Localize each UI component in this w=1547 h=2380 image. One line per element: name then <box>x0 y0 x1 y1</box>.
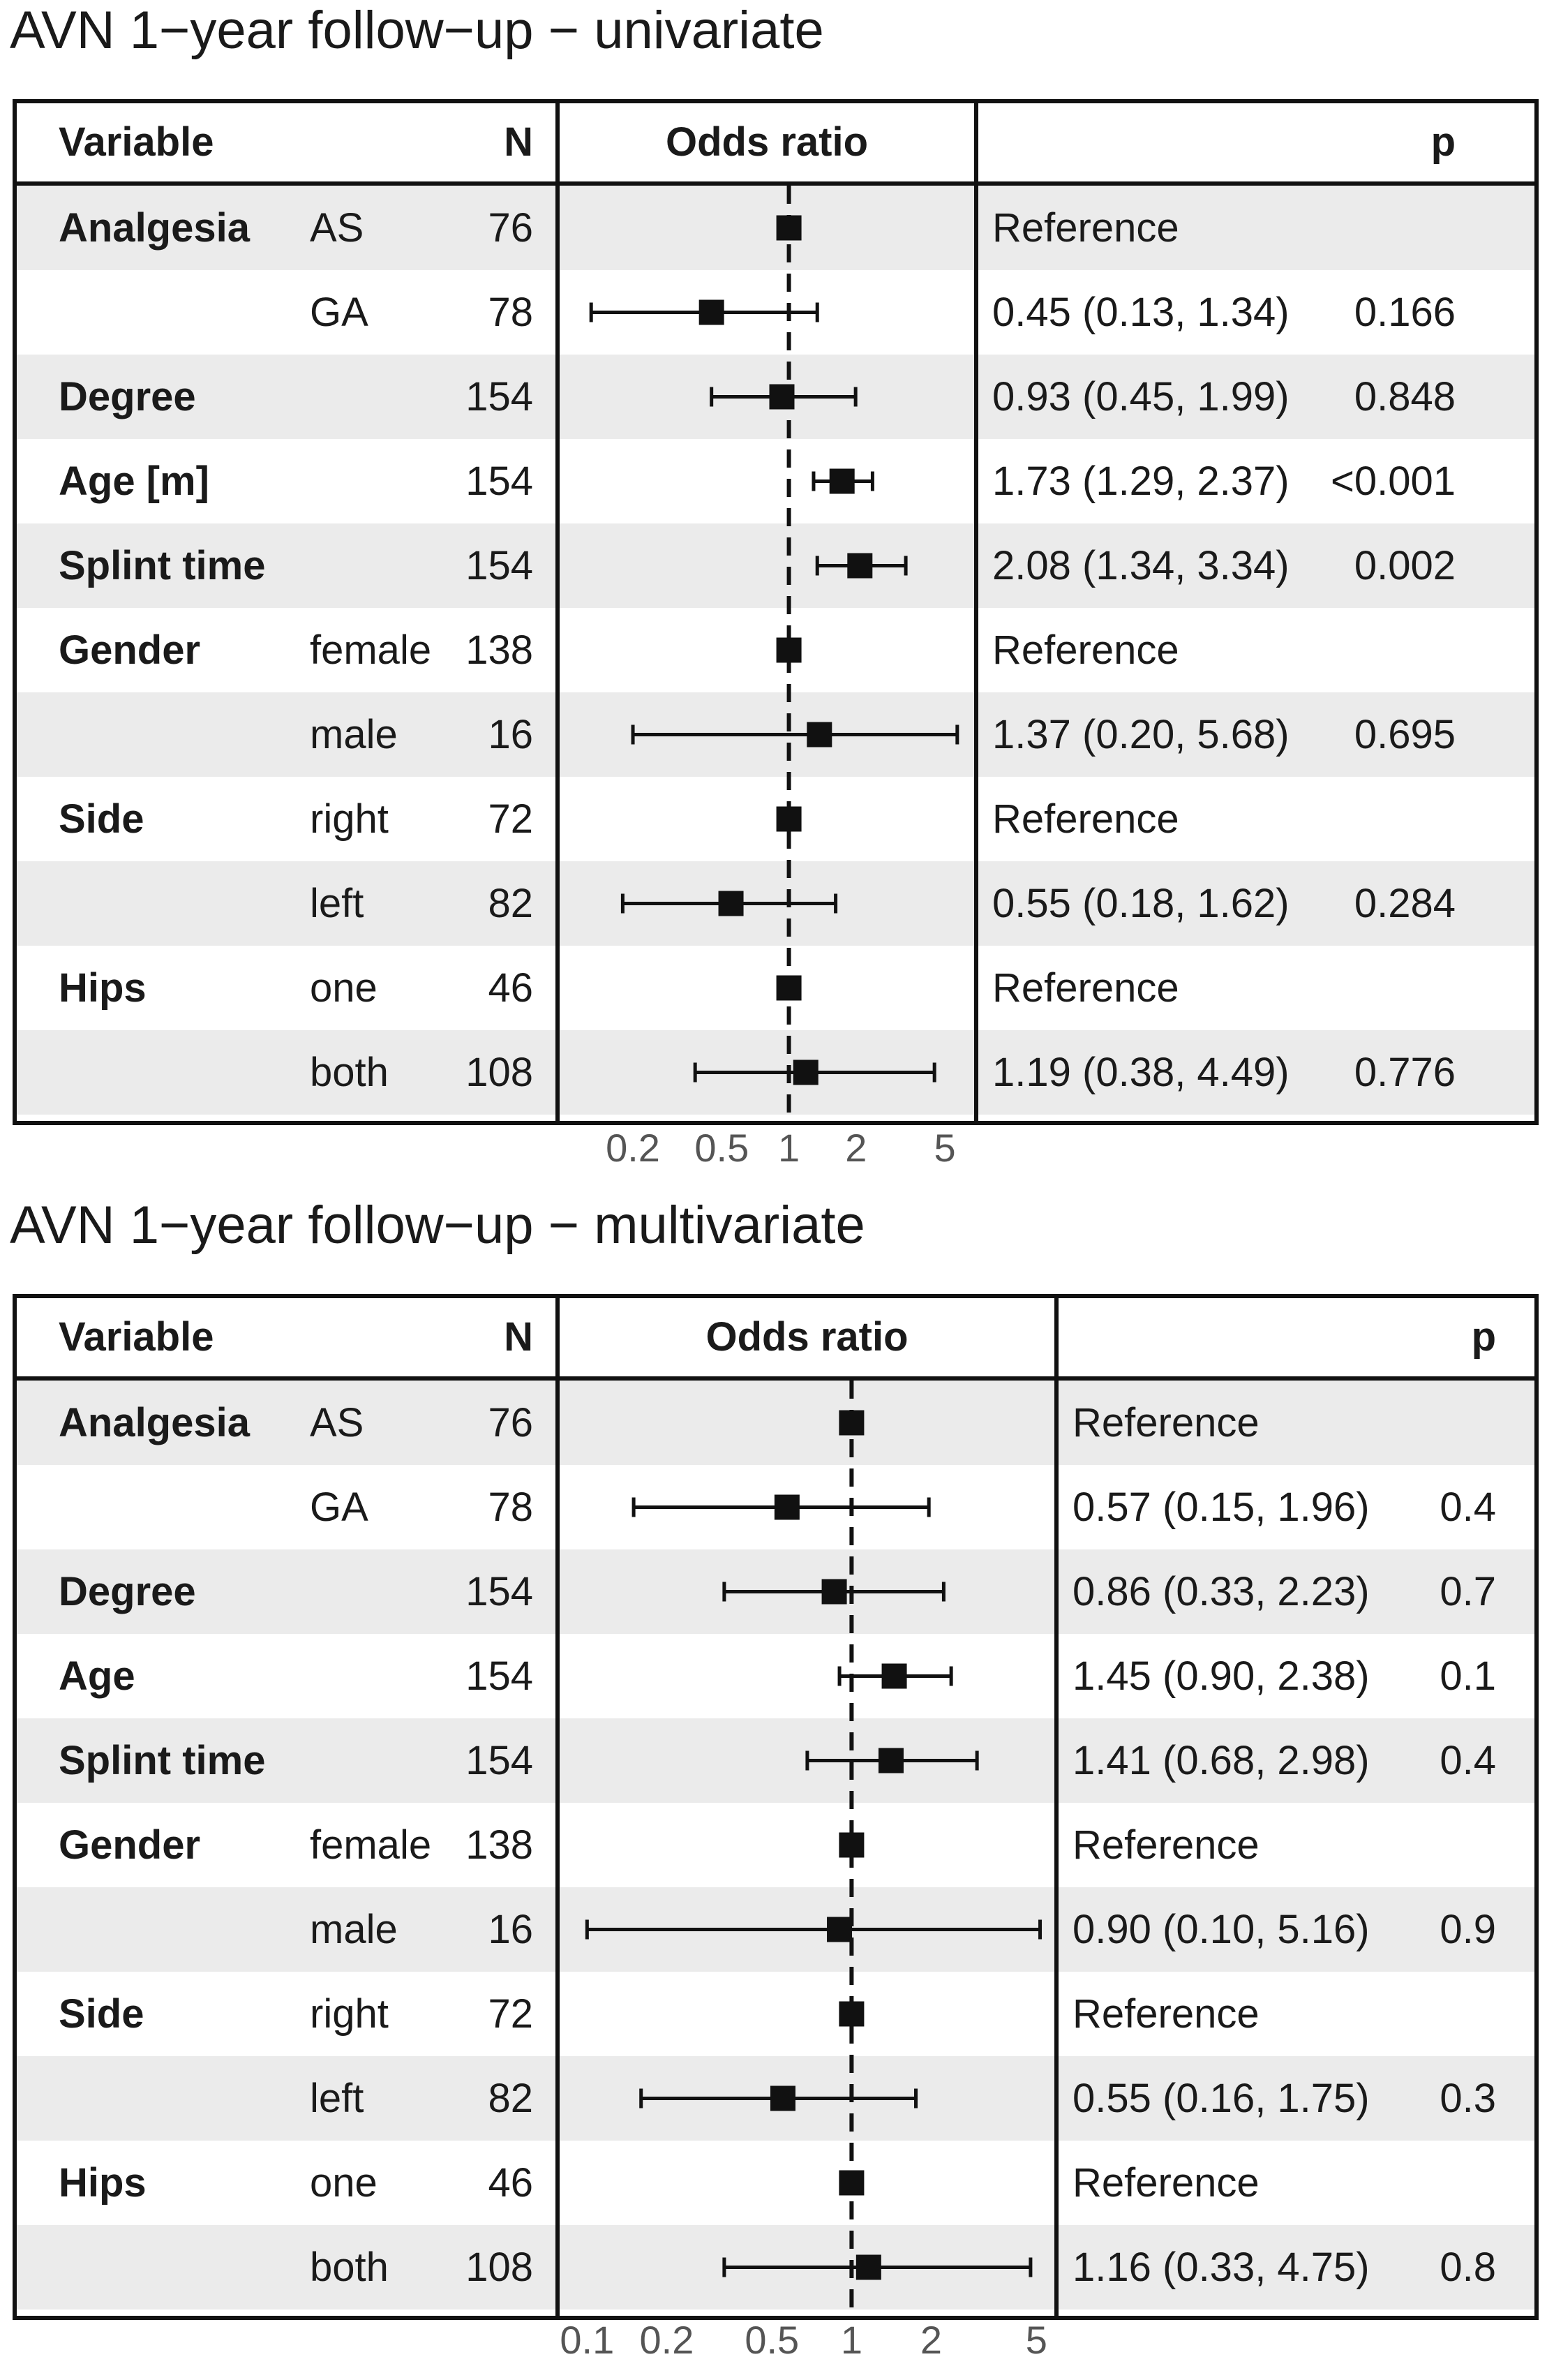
column-separator <box>1054 1298 1059 2316</box>
row-n: 154 <box>465 459 533 504</box>
row-variable: Analgesia <box>59 205 250 251</box>
point-estimate <box>856 2255 881 2280</box>
header-variable: Variable <box>59 1314 214 1360</box>
x-tick-label: 0.2 <box>639 2318 694 2362</box>
row-estimate: 0.55 (0.16, 1.75) <box>1073 2076 1370 2121</box>
row-estimate: Reference <box>992 205 1179 251</box>
point-estimate <box>839 1411 864 1436</box>
row-estimate: 0.93 (0.45, 1.99) <box>992 374 1290 419</box>
row-level: both <box>310 1050 389 1095</box>
x-tick-label: 0.5 <box>694 1126 749 1170</box>
row-p-value: 0.695 <box>1354 712 1456 757</box>
point-estimate <box>699 300 724 325</box>
row-p-value: 0.002 <box>1354 543 1456 588</box>
point-estimate <box>770 2086 795 2111</box>
point-estimate <box>882 1664 907 1689</box>
point-estimate <box>807 722 832 748</box>
row-p-value: 0.166 <box>1354 290 1456 335</box>
row-level: right <box>310 1991 389 2037</box>
point-estimate <box>719 891 744 916</box>
odds-ratio-plot <box>17 103 1534 1121</box>
row-p-value: 0.1 <box>1440 1653 1496 1699</box>
row-n: 82 <box>488 881 533 926</box>
row-estimate: Reference <box>992 627 1179 673</box>
row-n: 72 <box>488 796 533 842</box>
row-estimate: Reference <box>1073 1991 1260 2037</box>
row-n: 154 <box>465 1569 533 1614</box>
row-estimate: Reference <box>1073 1400 1260 1445</box>
point-estimate <box>769 385 794 410</box>
row-estimate: 1.41 (0.68, 2.98) <box>1073 1738 1370 1783</box>
row-level: AS <box>310 205 364 251</box>
row-n: 16 <box>488 712 533 757</box>
row-level: both <box>310 2245 389 2290</box>
row-p-value: 0.3 <box>1440 2076 1496 2121</box>
row-estimate: 1.16 (0.33, 4.75) <box>1073 2245 1370 2290</box>
x-tick-label: 1 <box>778 1126 800 1170</box>
row-n: 46 <box>488 2160 533 2206</box>
row-n: 78 <box>488 1485 533 1530</box>
header-variable: Variable <box>59 119 214 165</box>
point-estimate <box>847 553 872 579</box>
row-estimate: Reference <box>1073 2160 1260 2206</box>
row-estimate: 0.55 (0.18, 1.62) <box>992 881 1290 926</box>
row-n: 154 <box>465 543 533 588</box>
row-p-value: <0.001 <box>1330 459 1456 504</box>
row-variable: Age <box>59 1653 135 1699</box>
x-tick-label: 5 <box>934 1126 956 1170</box>
row-level: male <box>310 712 398 757</box>
header-odds-ratio: Odds ratio <box>705 1314 909 1360</box>
row-variable: Side <box>59 1991 144 2037</box>
header-odds-ratio: Odds ratio <box>665 119 869 165</box>
point-estimate <box>777 638 802 663</box>
row-n: 108 <box>465 1050 533 1095</box>
header-p: p <box>1471 1314 1496 1360</box>
odds-ratio-plot <box>17 1298 1534 2316</box>
row-estimate: 1.19 (0.38, 4.49) <box>992 1050 1290 1095</box>
point-estimate <box>839 2002 864 2027</box>
header-n: N <box>504 1314 533 1360</box>
row-variable: Age [m] <box>59 459 209 504</box>
header-p: p <box>1430 119 1456 165</box>
forest-table-panel <box>13 99 1539 1125</box>
x-tick-label: 0.1 <box>560 2318 615 2362</box>
point-estimate <box>777 216 802 241</box>
row-n: 76 <box>488 1400 533 1445</box>
row-p-value: 0.9 <box>1440 1907 1496 1952</box>
x-tick-label: 5 <box>1025 2318 1047 2362</box>
row-level: male <box>310 1907 398 1952</box>
row-variable: Splint time <box>59 1738 266 1783</box>
point-estimate <box>879 1748 904 1773</box>
point-estimate <box>827 1917 852 1942</box>
row-estimate: 1.45 (0.90, 2.38) <box>1073 1653 1370 1699</box>
x-tick-label: 2 <box>845 1126 867 1170</box>
row-estimate: 1.37 (0.20, 5.68) <box>992 712 1290 757</box>
row-n: 76 <box>488 205 533 251</box>
row-estimate: 2.08 (1.34, 3.34) <box>992 543 1290 588</box>
row-variable: Hips <box>59 2160 147 2206</box>
row-p-value: 0.848 <box>1354 374 1456 419</box>
row-level: GA <box>310 290 368 335</box>
row-p-value: 0.4 <box>1440 1738 1496 1783</box>
header-n: N <box>504 119 533 165</box>
row-variable: Analgesia <box>59 1400 250 1445</box>
row-n: 154 <box>465 1738 533 1783</box>
column-separator <box>555 1298 560 2316</box>
row-p-value: 0.284 <box>1354 881 1456 926</box>
point-estimate <box>830 469 855 494</box>
row-n: 78 <box>488 290 533 335</box>
row-variable: Side <box>59 796 144 842</box>
row-n: 46 <box>488 965 533 1011</box>
point-estimate <box>777 807 802 832</box>
row-n: 138 <box>465 1822 533 1868</box>
row-level: left <box>310 2076 364 2121</box>
forest-table-panel <box>13 1294 1539 2320</box>
row-level: GA <box>310 1485 368 1530</box>
row-estimate: 0.86 (0.33, 2.23) <box>1073 1569 1370 1614</box>
row-n: 138 <box>465 627 533 673</box>
row-p-value: 0.7 <box>1440 1569 1496 1614</box>
point-estimate <box>775 1495 800 1520</box>
row-estimate: 0.90 (0.10, 5.16) <box>1073 1907 1370 1952</box>
chart-title: AVN 1−year follow−up − univariate <box>10 1 824 60</box>
row-estimate: Reference <box>1073 1822 1260 1868</box>
row-variable: Degree <box>59 1569 196 1614</box>
row-estimate: 0.45 (0.13, 1.34) <box>992 290 1290 335</box>
point-estimate <box>822 1579 847 1605</box>
row-variable: Hips <box>59 965 147 1011</box>
row-n: 82 <box>488 2076 533 2121</box>
row-variable: Degree <box>59 374 196 419</box>
point-estimate <box>793 1060 819 1085</box>
row-p-value: 0.776 <box>1354 1050 1456 1095</box>
row-level: female <box>310 1822 432 1868</box>
row-estimate: 1.73 (1.29, 2.37) <box>992 459 1290 504</box>
row-p-value: 0.4 <box>1440 1485 1496 1530</box>
x-tick-label: 0.2 <box>606 1126 660 1170</box>
row-n: 154 <box>465 1653 533 1699</box>
row-p-value: 0.8 <box>1440 2245 1496 2290</box>
row-estimate: 0.57 (0.15, 1.96) <box>1073 1485 1370 1530</box>
row-level: left <box>310 881 364 926</box>
row-variable: Splint time <box>59 543 266 588</box>
row-level: AS <box>310 1400 364 1445</box>
row-n: 108 <box>465 2245 533 2290</box>
row-level: one <box>310 965 378 1011</box>
chart-title: AVN 1−year follow−up − multivariate <box>10 1196 865 1255</box>
row-level: right <box>310 796 389 842</box>
row-n: 154 <box>465 374 533 419</box>
row-level: one <box>310 2160 378 2206</box>
row-variable: Gender <box>59 1822 201 1868</box>
point-estimate <box>839 2171 864 2196</box>
row-n: 16 <box>488 1907 533 1952</box>
row-estimate: Reference <box>992 965 1179 1011</box>
row-n: 72 <box>488 1991 533 2037</box>
row-variable: Gender <box>59 627 201 673</box>
x-tick-label: 0.5 <box>745 2318 800 2362</box>
row-level: female <box>310 627 432 673</box>
row-estimate: Reference <box>992 796 1179 842</box>
point-estimate <box>777 976 802 1001</box>
column-separator <box>555 103 560 1121</box>
x-tick-label: 1 <box>840 2318 862 2362</box>
point-estimate <box>839 1833 864 1858</box>
column-separator <box>974 103 978 1121</box>
x-tick-label: 2 <box>920 2318 943 2362</box>
